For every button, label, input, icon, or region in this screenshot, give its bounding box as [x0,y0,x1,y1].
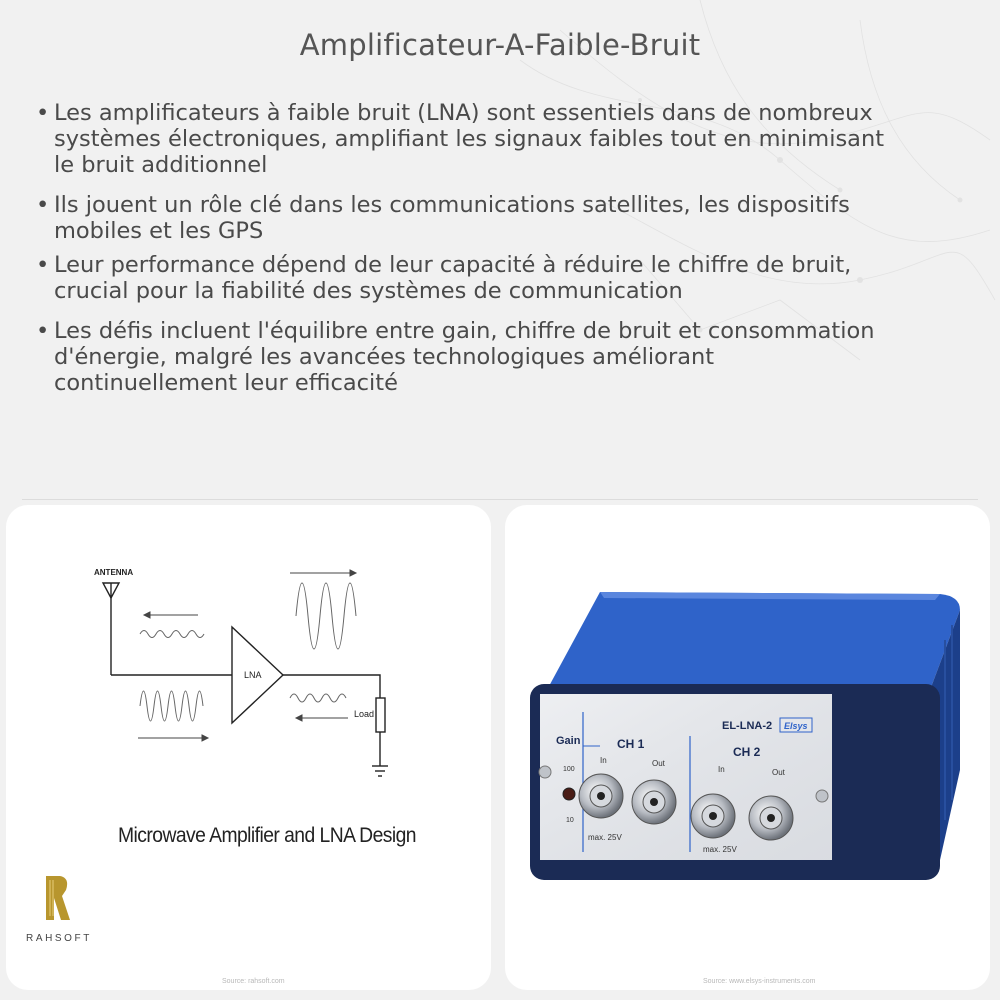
gain-100-label: 100 [563,766,575,773]
bnc-ch1-out-icon [632,780,676,824]
reflected-wave-right [290,694,346,702]
bullet-dot: • [36,100,50,126]
bullet-line: Leur performance dépend de leur capacité à réduire le chiffre de bruit, [54,252,852,278]
load-label: Load [354,709,375,719]
bnc-ch2-out-icon [749,796,793,840]
ch2-max-label: max. 25V [703,845,737,854]
bullet-line: Les défis incluent l'équilibre entre gain, chiffre de bruit et consommation [54,318,875,344]
ch2-out-label: Out [772,768,785,777]
ch1-label: CH 1 [617,737,645,751]
gain-10-label: 10 [566,817,574,824]
bullet-line: crucial pour la fiabilité des systèmes de communication [54,278,683,304]
gain-label: Gain [556,735,581,747]
amp-label: LNA [244,670,262,680]
screw-left-icon [539,766,551,778]
screw-right-icon [816,790,828,802]
bullet-line: systèmes électroniques, amplifiant les signaux faibles tout en minimisant [54,126,885,152]
ch1-max-label: max. 25V [588,833,622,842]
rahsoft-logo-icon [46,876,70,920]
ch2-label: CH 2 [733,745,761,759]
bullet-line: Les amplificateurs à faible bruit (LNA) sont essentiels dans de nombreux [54,100,873,126]
ch2-in-label: In [718,765,725,774]
page-title: Amplificateur-A-Faible-Bruit [299,28,701,62]
amplified-wave [296,583,356,649]
left-source: Source: rahsoft.com [222,978,285,985]
brand-label: Elsys [784,721,808,731]
ch1-in-label: In [600,756,607,765]
load-resistor [376,698,385,732]
logo-text: RAHSOFT [26,933,92,944]
bnc-ch1-in-icon [579,774,623,818]
input-wave [140,691,203,721]
bullet-line: Ils jouent un rôle clé dans les communications satellites, les dispositifs [54,192,850,218]
bullet-line: d'énergie, malgré les avancées technologiques améliorant [54,344,715,370]
gain-switch [563,788,575,800]
bullet-line: le bruit additionnel [54,152,268,178]
right-source: Source: www.elsys-instruments.com [703,978,816,985]
antenna-label: ANTENNA [94,568,134,577]
ground-icon [372,766,388,776]
bullet-line: mobiles et les GPS [54,218,264,244]
diagram-caption: Microwave Amplifier and LNA Design [118,824,417,847]
antenna-icon [103,583,119,675]
ch1-out-label: Out [652,759,665,768]
bnc-ch2-in-icon [691,794,735,838]
bullet-dot: • [36,252,50,278]
reflected-wave-small [140,631,204,638]
model-label: EL-LNA-2 [722,720,773,732]
bullet-dot: • [36,192,50,218]
bullet-dot: • [36,318,50,344]
bullet-line: continuellement leur efficacité [54,370,398,396]
